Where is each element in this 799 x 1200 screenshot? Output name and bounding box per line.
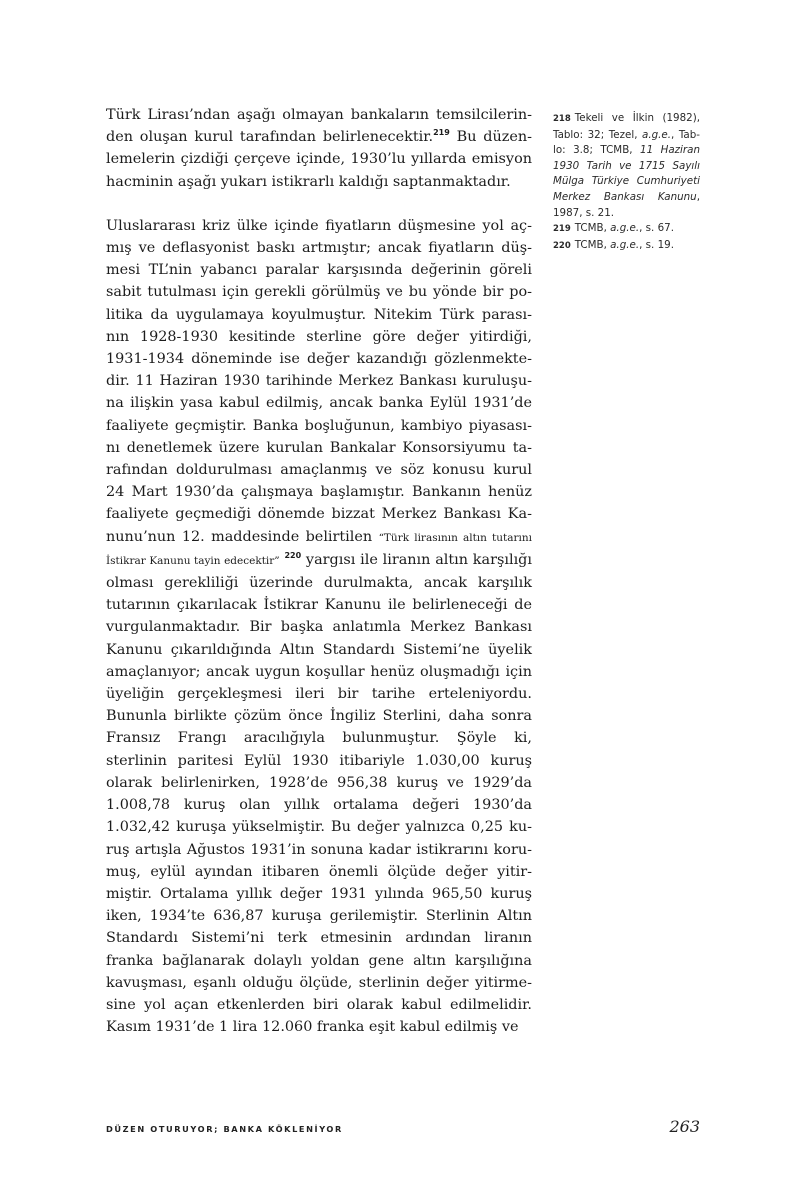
footnote-number: 219 xyxy=(553,224,571,235)
footnote-italic: a.g.e. xyxy=(610,222,640,235)
footnote-text: , s. 19. xyxy=(639,238,674,251)
footnote-ref-219[interactable]: 219 xyxy=(433,128,450,138)
footnote-text: TCMB, xyxy=(574,238,611,251)
paragraph-2 xyxy=(106,215,532,1039)
footnote-220 xyxy=(553,238,700,255)
footnote-text: , 1987, s. 21. xyxy=(553,190,700,219)
page-number: 263 xyxy=(669,1117,700,1136)
law-quote: “Türk lirasının altın tutarını İstikrar Kanunu tayin edecektir” xyxy=(106,531,533,567)
running-title: DÜZEN OTURUYOR; BANKA KÖKLENİYOR xyxy=(106,1124,343,1134)
footnote-218 xyxy=(553,111,700,221)
footnote-italic: a.g.e. xyxy=(642,128,672,141)
footnote-219 xyxy=(553,221,700,238)
footnote-number: 218 xyxy=(553,114,571,124)
footnote-text: , s. 67. xyxy=(639,222,674,235)
footnote-text: Tekeli ve İlkin (1982), Tablo: 32; Tezel, xyxy=(553,112,700,141)
paragraph-2-text: Uluslararası kriz ülke içinde fiyatların düşmesine yol açmış ve deflasyonist baskı artmıştır; ancak fiyatların düşmesi TL’nin yabancı paralar karşısında değerinin göreli sabit tutulması için gerekli görülmüş ve bu yönde bir politika da uygulamaya koyulmuştur. Nitekim Türk parasının 1928-1930 kesitinde sterline göre değer yitirdiği, 1931-1934 döneminde ise değer kazandığı gözlenmektedir. 11 Haziran 1930 tarihinde Merkez Bankası kuruluşuna ilişkin yasa kabul edilmiş, ancak banka Eylül 1931’de faaliyete geçmiştir. Banka boşluğunun, kambiyo piyasasını denetlemek üzere kurulan Bankalar Konsorsiyumu tarafından doldurulması amaçlanmış ve söz konusu kurul 24 Mart 1930’da çalışmaya başlamıştır. Bankanın henüz faaliyete geçmediği dönemde bizzat Merkez Bankası Kanunu’nun 12. maddesinde belirtilen xyxy=(106,217,532,545)
footnote-italic: a.g.e. xyxy=(610,238,640,251)
footnotes-column xyxy=(553,111,700,254)
paragraph-1-text: Türk Lirası’ndan aşağı olmayan bankaların temsilcilerinden oluşan kurul tarafından belirlenecektir. xyxy=(106,107,532,146)
paragraph-1-text-continued: Bu düzenlemelerin çizdiği çerçeve içinde, 1930’lu yıllarda emisyon hacminin aşağı yukarı istikrarlı kaldığı saptanmaktadır. xyxy=(106,129,533,190)
paragraph-2-text-continued: yargısı ile liranın altın karşılığı olması gerekliliği üzerinde durulmakta, ancak karşılık tutarının çıkarılacak İstikrar Kanunu ile belirleneceği de vurgulanmaktadır. Bir başka anlatımla Merkez Bankası Kanunu çıkarıldığında Altın Standardı Sistemi’ne üyelik amaçlanıyor; ancak uygun koşullar henüz oluşmadığı için üyeliğin gerçekleşmesi ileri bir tarihe erteleniyordu. Bununla birlikte çözüm önce İngiliz Sterlini, daha sonra Fransız Frangı aracılığıyla bulunmuştur. Şöyle ki, sterlinin paritesi Eylül 1930 itibariyle 1.030,00 kuruş olarak belirlenirken, 1928’de 956,38 kuruş ve 1929’da 1.008,78 kuruş olan yıllık ortalama değeri 1930’da 1.032,42 kuruşa yükselmiştir. Bu değer yalnızca 0,25 kuruş artışla Ağustos 1931’in sonuna kadar istikrarını korumuş, eylül ayından itibaren önemli ölçüde değer yitirmiştir. Ortalama yıllık değer 1931 yılında 965,50 kuruş iken, 1934’te 636,87 kuruşa gerilemiştir. Sterlinin Altın Standardı Sistemi’ni terk etmesinin ardından liranın franka bağlanarak dolaylı yoldan gene altın karşılığına kavuşması, eşanlı olduğu ölçüde, sterlinin değer yitirmesine yol açan etkenlerden biri olarak kabul edilmelidir. Kasım 1931’de 1 lira 12.060 franka eşit kabul edilmiş ve xyxy=(106,551,532,1036)
footnote-text: TCMB, xyxy=(574,222,611,235)
main-text-column xyxy=(106,104,532,1060)
footnote-italic: 11 Haziran 1930 Tarih ve 1715 Sayılı Mülga Türkiye Cumhuriyeti Merkez Bankası Kanunu xyxy=(553,144,700,203)
footnote-text: , Tablo: 3.8; TCMB, xyxy=(553,128,700,157)
footnote-ref-220[interactable]: 220 xyxy=(284,550,302,560)
paragraph-1 xyxy=(106,104,532,193)
footnote-number: 220 xyxy=(553,240,571,251)
